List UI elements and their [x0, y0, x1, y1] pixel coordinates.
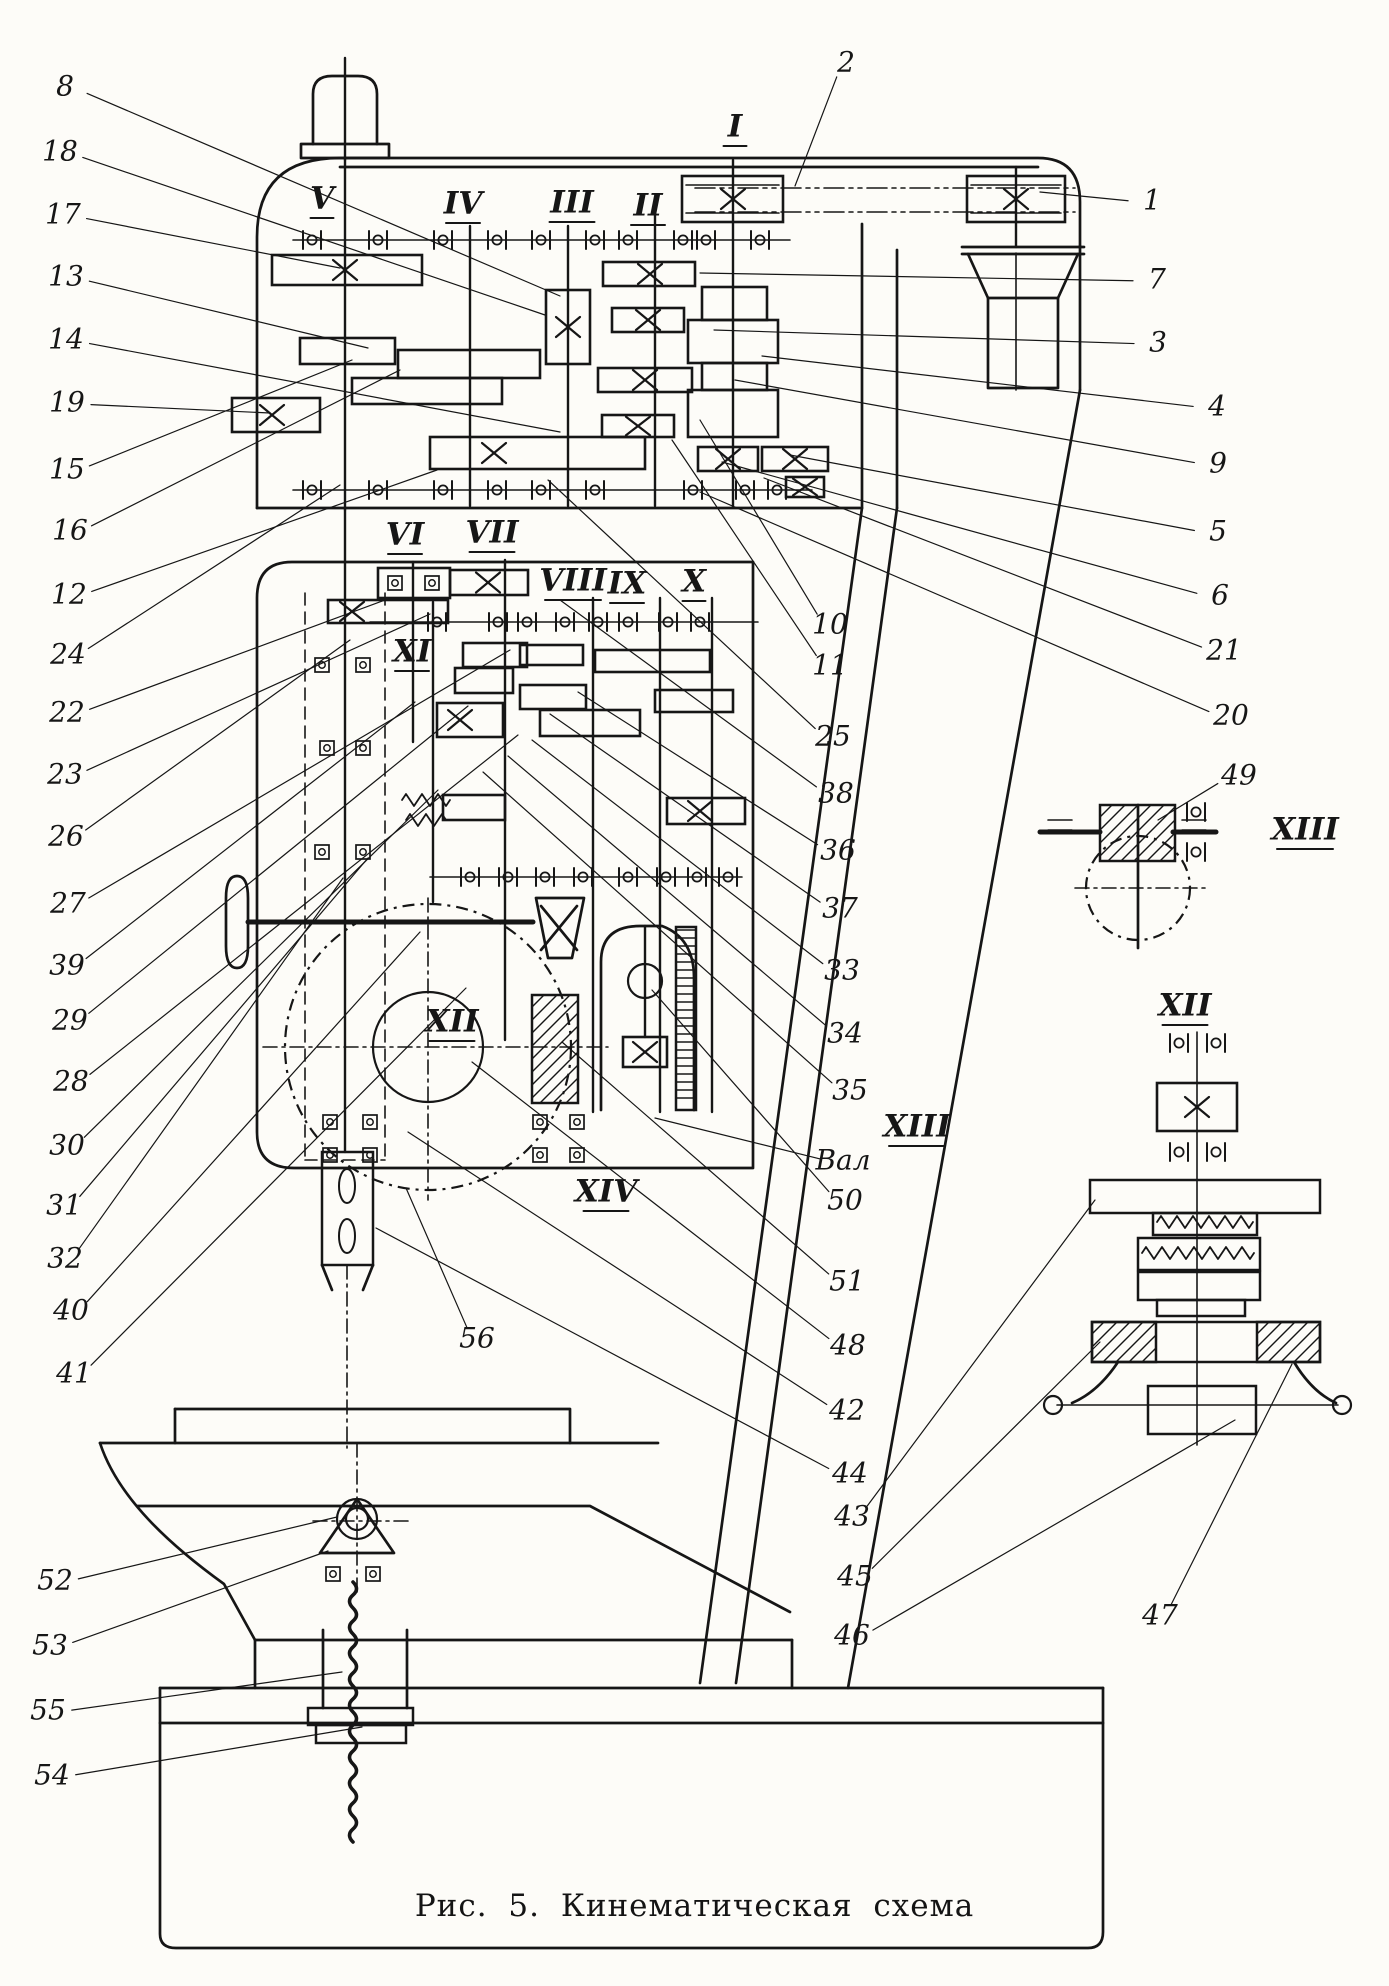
part-label-14: 14 [48, 322, 84, 356]
shaft-label-XII-14: XII [1158, 987, 1212, 1024]
machine-outline [363, 1265, 373, 1290]
leader-52 [78, 1517, 337, 1579]
leader-47 [1171, 1364, 1292, 1605]
hatch-line [553, 1078, 578, 1103]
part-label-37: 37 [822, 891, 858, 925]
machine-outline [968, 254, 988, 298]
part-label-23: 23 [47, 757, 83, 791]
part-label-25: 25 [815, 719, 851, 753]
leader-2 [795, 77, 837, 186]
part-label-38: 38 [818, 776, 854, 810]
bearing-symbol [1174, 1038, 1183, 1047]
part-label-40: 40 [53, 1293, 89, 1327]
gear [300, 338, 395, 364]
component-rect [1090, 1180, 1320, 1213]
leader-24 [88, 485, 340, 649]
part-label-2: 2 [837, 45, 855, 79]
hatch-line [1116, 1322, 1156, 1362]
gear [540, 710, 640, 736]
bearing-symbol [356, 658, 370, 672]
shaft-label-XIII-15: XIII [1271, 811, 1339, 848]
machine-outline [137, 1506, 790, 1612]
hatch-line [1257, 1322, 1269, 1334]
machine-outline [175, 1409, 570, 1443]
part-label-53: 53 [32, 1628, 68, 1662]
part-label-27: 27 [50, 886, 86, 920]
shaft-label-XII-11: XII [425, 1003, 479, 1040]
bearing-symbol [326, 1567, 340, 1581]
part-label-11: 11 [812, 648, 848, 682]
gear [437, 703, 503, 737]
shaft-label-VII-6: VII [465, 514, 519, 551]
shaft-label-V-4: V [309, 180, 335, 217]
component-rect [1092, 1322, 1320, 1362]
gear [595, 650, 710, 672]
shaft-label-I-0: I [727, 108, 743, 145]
part-label-7: 7 [1148, 262, 1166, 296]
bearing-symbol [323, 1115, 337, 1129]
part-label-29: 29 [52, 1003, 88, 1037]
leader-19 [91, 405, 270, 413]
part-label-18: 18 [42, 134, 78, 168]
bearing-symbol [570, 1115, 584, 1129]
leader-27 [89, 650, 510, 898]
part-label-45: 45 [837, 1559, 873, 1593]
machine-outline [848, 390, 1080, 1688]
shaft-label-XI-10: XI [392, 633, 432, 670]
part-label-50: 50 [827, 1183, 863, 1217]
leader-55 [72, 1672, 342, 1710]
part-label-13: 13 [48, 259, 84, 293]
part-label-15: 15 [49, 452, 85, 486]
gear [352, 378, 502, 404]
leader-31 [80, 858, 368, 1196]
bearing-symbol [1191, 807, 1200, 816]
part-label-41: 41 [56, 1356, 92, 1390]
machine-outline [1294, 1362, 1336, 1403]
bearing-symbol [1211, 1147, 1220, 1156]
hatch-line [532, 1052, 578, 1098]
bearing-symbol [574, 1119, 580, 1125]
part-label-47: 47 [1142, 1598, 1178, 1632]
hatch-line [1129, 1335, 1156, 1362]
part-label-55: 55 [30, 1693, 66, 1727]
hatch-line [1307, 1349, 1320, 1362]
part-label-32: 32 [47, 1241, 83, 1275]
gear [702, 363, 767, 390]
part-label-16: 16 [52, 513, 88, 547]
part-label-56: 56 [459, 1321, 495, 1355]
bearing-symbol [366, 1567, 380, 1581]
part-label-17: 17 [45, 197, 81, 231]
hatch-line [1160, 846, 1175, 861]
leader-16 [92, 370, 400, 526]
shaft-label-XIII-13: XIII [883, 1108, 951, 1145]
slot-ellipse [339, 1219, 355, 1253]
part-label-31: 31 [46, 1188, 82, 1222]
leader-11 [672, 440, 816, 656]
part-label-8: 8 [56, 69, 74, 103]
bearing-symbol [363, 1115, 377, 1129]
leader-45 [872, 1342, 1100, 1568]
leader-41 [91, 988, 466, 1365]
slot-ellipse [339, 1169, 355, 1203]
leader-17 [87, 219, 340, 268]
hatch-line [1155, 1361, 1156, 1362]
leader-54 [76, 1727, 362, 1775]
part-label-9: 9 [1209, 446, 1227, 480]
gear [430, 437, 645, 469]
leader-25 [548, 480, 815, 729]
part-label-20: 20 [1213, 698, 1249, 732]
part-label-39: 39 [49, 948, 85, 982]
component-rect [1148, 1386, 1256, 1434]
bearing-symbol [388, 576, 402, 590]
shaft-label-X-9: X [681, 563, 707, 600]
part-label-Вал: Вал [815, 1143, 871, 1177]
bearing-symbol [570, 1148, 584, 1162]
gear [443, 795, 505, 820]
machine-outline [736, 508, 897, 1683]
shaft-label-III-2: III [550, 184, 594, 221]
leader-1 [1040, 192, 1128, 201]
hatch-line [1257, 1322, 1282, 1347]
bearing-symbol [319, 849, 325, 855]
hatch-line [1100, 805, 1151, 856]
bearing-symbol [315, 845, 329, 859]
part-label-34: 34 [827, 1016, 863, 1050]
part-label-36: 36 [820, 833, 856, 867]
leader-50 [652, 990, 829, 1192]
hatch-line [1134, 820, 1175, 861]
part-label-22: 22 [49, 695, 85, 729]
part-label-51: 51 [829, 1264, 865, 1298]
hatch-line [532, 1000, 578, 1046]
machine-outline [226, 876, 248, 968]
leader-5 [790, 455, 1194, 530]
bearing-symbol [1174, 1147, 1183, 1156]
part-label-43: 43 [834, 1499, 870, 1533]
leader-13 [89, 281, 368, 348]
spring-zigzag [1142, 1247, 1254, 1259]
bearing-symbol [367, 1119, 373, 1125]
leader-15 [89, 360, 352, 466]
hatch-line [532, 1039, 578, 1085]
part-label-3: 3 [1149, 325, 1167, 359]
leader-44 [376, 1228, 829, 1469]
shaft-label-VI-5: VI [385, 516, 425, 553]
leader-26 [86, 640, 350, 830]
part-label-33: 33 [824, 953, 860, 987]
leader-4 [762, 356, 1193, 406]
part-label-12: 12 [51, 577, 87, 611]
gear [520, 685, 586, 709]
hatch-line [532, 995, 544, 1007]
shaft-label-IX-8: IX [607, 565, 647, 602]
part-label-6: 6 [1211, 578, 1229, 612]
bearing-symbol [537, 1119, 543, 1125]
bearing-symbol [324, 745, 330, 751]
hatch-line [1100, 805, 1125, 830]
part-label-21: 21 [1206, 633, 1242, 667]
bearing-symbol [330, 1571, 336, 1577]
gear [667, 798, 745, 824]
hatch-line [1142, 1348, 1156, 1362]
leader-37 [550, 714, 820, 902]
part-label-52: 52 [37, 1563, 73, 1597]
leader-34 [508, 756, 827, 1026]
shaft-label-VIII-7: VIII [539, 562, 607, 599]
bearing-symbol [360, 849, 366, 855]
part-label-46: 46 [834, 1618, 870, 1652]
part-label-24: 24 [50, 637, 86, 671]
gear [655, 690, 733, 712]
component-rect [1138, 1272, 1260, 1300]
shaft-label-II-1: II [633, 187, 663, 224]
bearing-symbol [425, 576, 439, 590]
part-label-5: 5 [1209, 514, 1227, 548]
bearing-symbol [533, 1148, 547, 1162]
bearing-symbol [360, 662, 366, 668]
hatch-line [1092, 1322, 1104, 1334]
leader-48 [472, 1062, 829, 1339]
part-label-48: 48 [830, 1328, 866, 1362]
machine-outline [1072, 1362, 1118, 1403]
machine-outline [100, 1443, 255, 1640]
hatch-line [566, 1091, 578, 1103]
spring-zigzag [1157, 1216, 1253, 1228]
part-label-42: 42 [829, 1393, 865, 1427]
bearing-symbol [360, 745, 366, 751]
part-label-28: 28 [53, 1064, 89, 1098]
part-label-30: 30 [49, 1128, 85, 1162]
machine-outline [1058, 254, 1078, 298]
shaft-label-IV-3: IV [443, 185, 483, 222]
machine-outline [988, 298, 1058, 388]
gear [520, 645, 583, 665]
machine-outline [322, 1265, 332, 1290]
leader-40 [87, 932, 420, 1302]
gear [702, 287, 767, 320]
hatch-line [1294, 1336, 1320, 1362]
leader-20 [700, 492, 1209, 712]
hatch-line [1100, 805, 1112, 817]
bearing-symbol [392, 580, 398, 586]
hatch-line [1103, 1322, 1143, 1362]
part-label-54: 54 [34, 1758, 70, 1792]
bearing-symbol [370, 1571, 376, 1577]
bearing-symbol [320, 741, 334, 755]
part-label-4: 4 [1208, 389, 1226, 423]
bearing-symbol [356, 845, 370, 859]
hatch-line [532, 995, 557, 1020]
bearing-symbol [537, 1152, 543, 1158]
hatch-line [1268, 1322, 1308, 1362]
shaft-label-XIV-12: XIV [574, 1173, 638, 1210]
flexible-shaft [350, 1582, 357, 1842]
bearing-symbol [1191, 847, 1200, 856]
leader-56 [406, 1188, 467, 1327]
part-label-26: 26 [48, 819, 84, 853]
leader-23 [87, 614, 430, 770]
bearing-symbol [1211, 1038, 1220, 1047]
part-label-49: 49 [1221, 758, 1257, 792]
figure-caption: Рис. 5. Кинематическая схема [414, 1888, 975, 1924]
part-label-10: 10 [812, 607, 848, 641]
bearing-symbol [533, 1115, 547, 1129]
leader-36 [578, 692, 818, 845]
component-rect [1157, 1300, 1245, 1316]
bearing-symbol [429, 580, 435, 586]
hatch-line [1092, 1322, 1117, 1347]
part-label-35: 35 [832, 1073, 868, 1107]
part-label-44: 44 [832, 1456, 868, 1490]
leader-29 [89, 706, 468, 1013]
leader-14 [90, 344, 560, 432]
part-label-1: 1 [1143, 183, 1161, 217]
leader-46 [873, 1420, 1235, 1630]
bearing-symbol [574, 1152, 580, 1158]
part-label-19: 19 [49, 385, 85, 419]
gear [463, 643, 527, 667]
